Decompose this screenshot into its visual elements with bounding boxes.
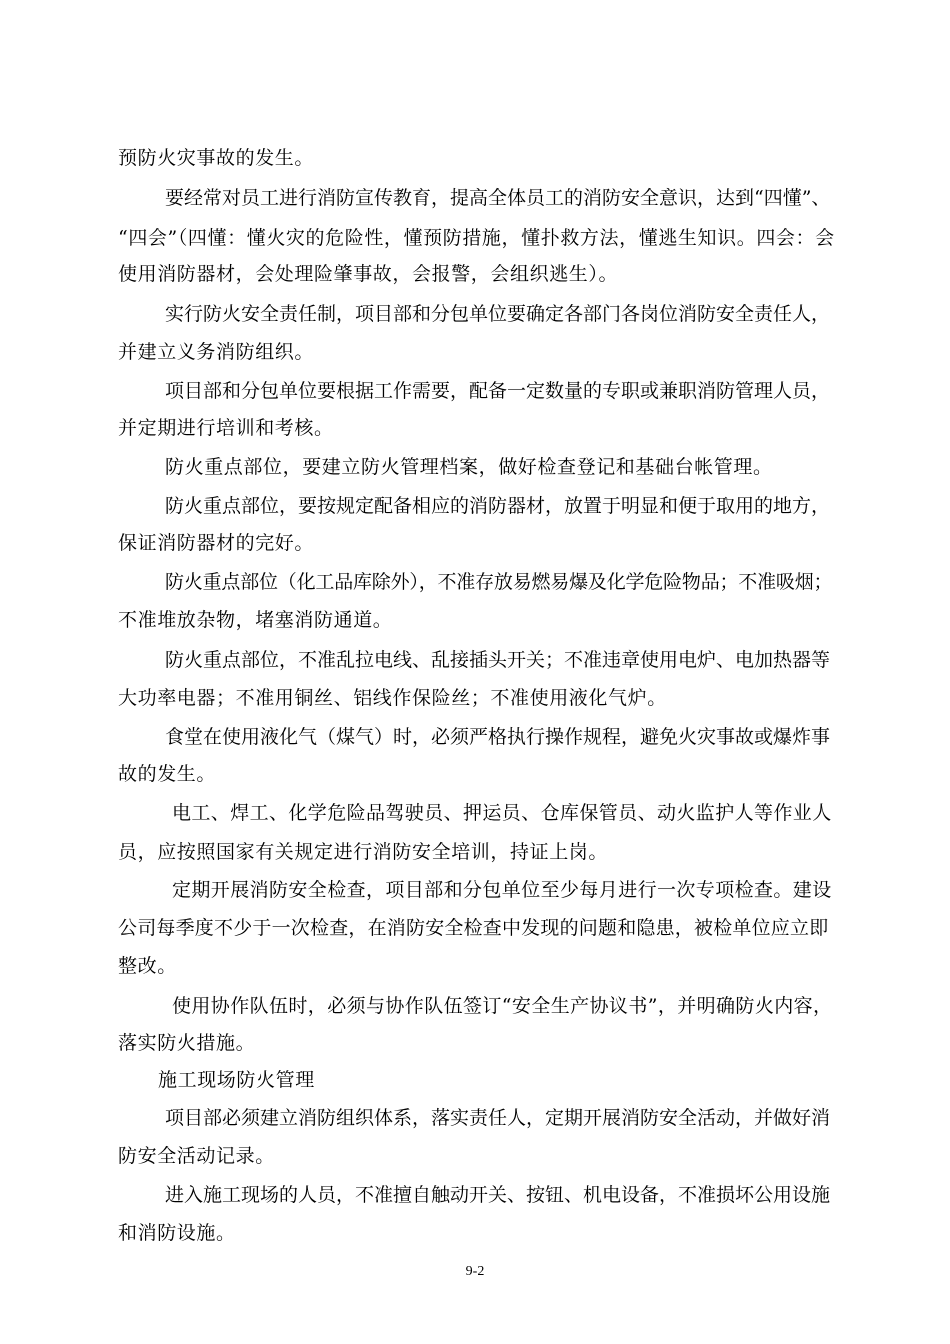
text-line: 电工、焊工、化学危险品驾驶员、押运员、仓库保管员、动火监护人等作业人	[172, 802, 832, 824]
text-line: “四会”（四懂：懂火灾的危险性，懂预防措施，懂扑救方法，懂逃生知识。四会：会	[118, 227, 835, 249]
text-line: 公司每季度不少于一次检查，在消防安全检查中发现的问题和隐患，被检单位应立即	[118, 917, 829, 939]
text-line: 防火重点部位，要建立防火管理档案，做好检查登记和基础台帐管理。	[165, 456, 773, 478]
text-line: 项目部和分包单位要根据工作需要，配备一定数量的专职或兼职消防管理人员，	[165, 380, 831, 402]
text-line: 并定期进行培训和考核。	[118, 417, 334, 439]
text-line: 落实防火措施。	[118, 1032, 256, 1054]
page-number: 9-2	[465, 1264, 485, 1279]
text-line: 保证消防器材的完好。	[118, 532, 315, 554]
text-line: 大功率电器；不准用铜丝、铝线作保险丝；不准使用液化气炉。	[118, 687, 667, 709]
text-line: 故的发生。	[118, 763, 217, 785]
text-line: 食堂在使用液化气（煤气）时，必须严格执行操作规程，避免火灾事故或爆炸事	[165, 726, 831, 748]
text-line: 员，应按照国家有关规定进行消防安全培训，持证上岗。	[118, 841, 609, 863]
text-line: 防火重点部位，要按规定配备相应的消防器材，放置于明显和便于取用的地方，	[165, 495, 831, 517]
text-line: 实行防火安全责任制，项目部和分包单位要确定各部门各岗位消防安全责任人，	[165, 303, 831, 325]
text-line: 并建立义务消防组织。	[118, 341, 315, 363]
text-line: 使用协作队伍时，必须与协作队伍签订“安全生产协议书”，并明确防火内容，	[172, 995, 833, 1017]
text-line: 要经常对员工进行消防宣传教育，提高全体员工的消防安全意识，达到“四懂”、	[165, 187, 831, 209]
text-line: 防安全活动记录。	[118, 1145, 275, 1167]
text-line: 和消防设施。	[118, 1222, 236, 1244]
text-line: 不准堆放杂物，堵塞消防通道。	[118, 609, 393, 631]
text-line: 项目部必须建立消防组织体系，落实责任人，定期开展消防安全活动，并做好消	[165, 1107, 831, 1129]
text-line: 定期开展消防安全检查，项目部和分包单位至少每月进行一次专项检查。建设	[172, 879, 832, 901]
text-line: 预防火灾事故的发生。	[118, 147, 315, 169]
text-line: 防火重点部位，不准乱拉电线、乱接插头开关；不准违章使用电炉、电加热器等	[165, 649, 831, 671]
text-line: 整改。	[118, 955, 177, 977]
text-line: 防火重点部位（化工品库除外），不准存放易燃易爆及化学危险物品；不准吸烟；	[165, 571, 833, 593]
text-line: 使用消防器材，会处理险肇事故，会报警，会组织逃生）。	[118, 263, 619, 285]
text-line: 进入施工现场的人员，不准擅自触动开关、按钮、机电设备，不准损坏公用设施	[165, 1184, 831, 1206]
section-heading: 施工现场防火管理	[158, 1069, 315, 1091]
